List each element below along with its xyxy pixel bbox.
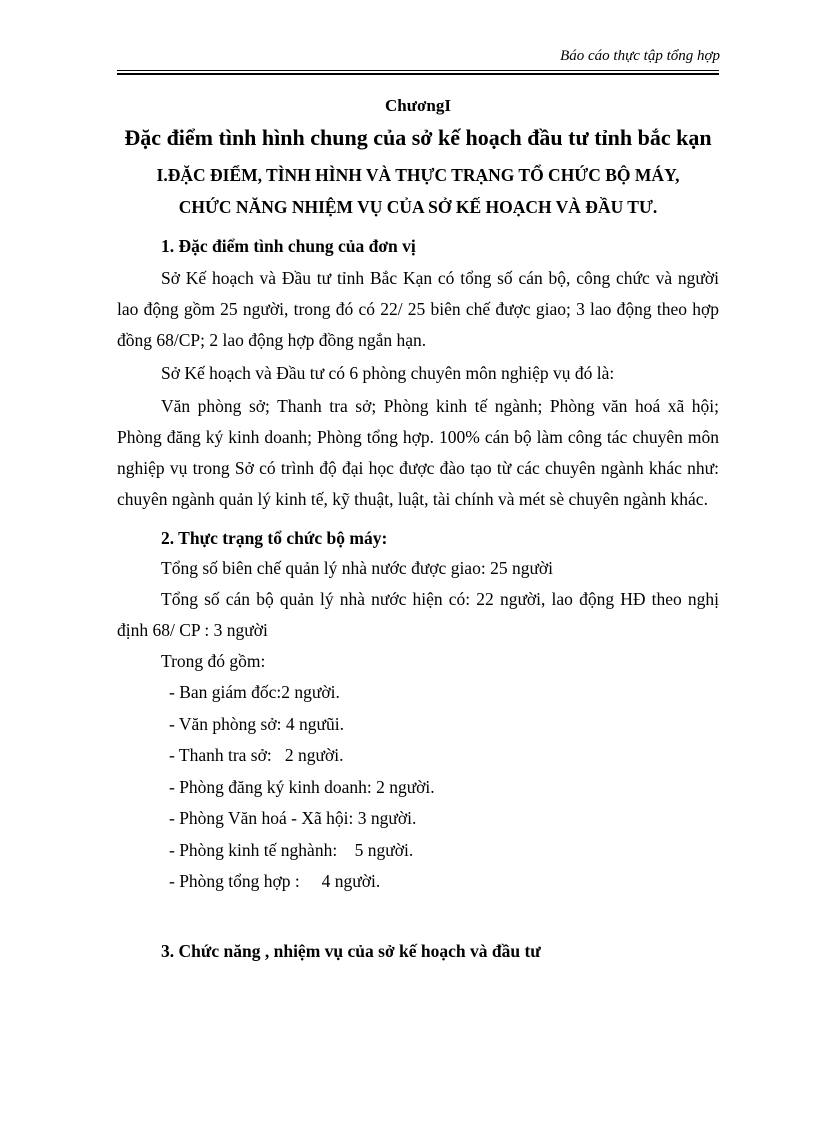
staff-list-item: - Phòng kinh tế nghành: 5 người. <box>169 839 414 860</box>
section-2-line-1: Tổng số biên chế quản lý nhà nước được giao: 25 người <box>161 558 554 578</box>
section-2-paragraph-1: Tổng số cán bộ quản lý nhà nước hiện có: 22 người, lao động HĐ theo nghị định 68/ CP : 3 người <box>117 589 719 640</box>
chapter-title: Đặc điểm tình hình chung của sở kế hoạch đầu tư tỉnh bắc kạn <box>124 125 712 150</box>
staff-list-item: - Phòng đăng ký kinh doanh: 2 người. <box>169 776 435 797</box>
section-2-intro: Trong đó gồm: <box>161 651 266 671</box>
staff-list-item: - Văn phòng sở: 4 ngưũi. <box>169 713 344 734</box>
section-1-paragraph-1: Sở Kế hoạch và Đầu tư tỉnh Bắc Kạn có tổng số cán bộ, công chức và người lao động gồm 25 người, trong đó có 22/ 25 biên chế được giao; 3 lao động theo hợp đồng 68/CP; 2 lao động hợp đồng ngắn hạn. <box>117 268 719 350</box>
main-heading-line-2: CHỨC NĂNG NHIỆM VỤ CỦA SỞ KẾ HOẠCH VÀ ĐẦU TƯ. <box>178 197 658 217</box>
main-heading-line-1: I.ĐẶC ĐIỂM, TÌNH HÌNH VÀ THỰC TRẠNG TỔ CHỨC BỘ MÁY, <box>156 165 680 185</box>
chapter-label: ChươngI <box>385 96 451 115</box>
header-rule-thin <box>117 70 719 71</box>
section-2-heading: 2. Thực trạng tổ chức bộ máy: <box>161 528 388 548</box>
section-1-paragraph-3: Văn phòng sở; Thanh tra sở; Phòng kinh tế ngành; Phòng văn hoá xã hội; Phòng đăng ký kinh doanh; Phòng tổng hợp. 100% cán bộ làm công tác chuyên môn nghiệp vụ trong Sở có trình độ đại học được đào tạo từ các chuyên ngành khác như: chuyên ngành quản lý kinh tế, kỹ thuật, luật, tài chính và mét sè chuyên ngành khác. <box>117 396 719 509</box>
section-1-paragraph-2: Sở Kế hoạch và Đầu tư có 6 phòng chuyên môn nghiệp vụ đó là: <box>161 363 615 383</box>
staff-list-item: - Thanh tra sở: 2 người. <box>169 745 344 765</box>
staff-list-item: - Ban giám đốc:2 người. <box>169 682 340 702</box>
header-rule-thick <box>117 73 719 75</box>
staff-list-item: - Phòng tổng hợp : 4 người. <box>169 871 381 891</box>
staff-list-item: - Phòng Văn hoá - Xã hội: 3 người. <box>169 808 417 828</box>
section-main-heading <box>117 159 719 223</box>
document-body <box>117 95 719 966</box>
section-3-heading: 3. Chức năng , nhiệm vụ của sở kế hoạch và đầu tư <box>161 940 541 961</box>
section-1-heading: 1. Đặc điểm tình chung của đơn vị <box>161 236 416 256</box>
running-header: Báo cáo thực tập tổng hợp <box>560 48 720 64</box>
